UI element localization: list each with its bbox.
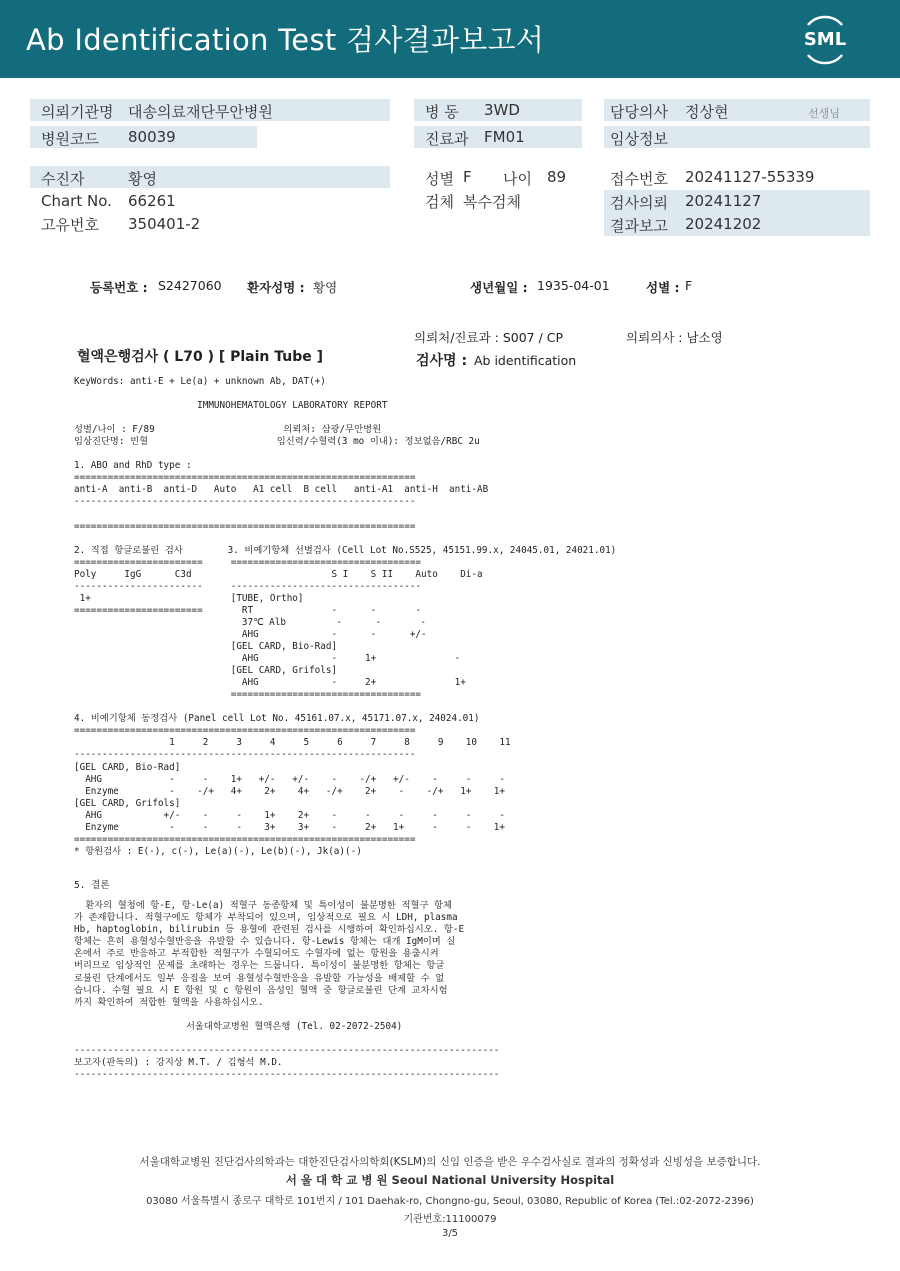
- dob-label: 생년월일 :: [470, 280, 528, 295]
- conclusion-body: 환자의 혈청에 항-E, 항-Le(a) 적혈구 동종항체 및 특이성이 불분명한 적혈구 항체 가 존재합니다. 적혈구에도 항체가 부착되어 있으며, 임상적으로 필요 시 LDH, plasma Hb, haptoglobin, bilirubin 등 용혈에 관련된 검사를 시행하여 확인하십시오. 항-E 항체는 흔히 용혈성수혈반응을 유발할 수 있습니다. 항-Lewis 항체는 대개 IgM이며 실 온에서 주로 반응하고 부적합한 적혈구가 수혈되어도 수혈자에 없는 항원을 용출시켜 버리므로 임상적인 문제를 초래하는 경우는 드뭅니다. 특이성이 불분명한 항체는 항글 로불린 단계에서도 일부 응집을 보여 용혈성수혈반응을 유발할 가능성을 배제할 수 없 습니다. 수혈 필요 시 E 항원 및 c 항원이 음성인 혈액 중 항글로불린 단계 교차시험 까지 확인하여 적합한 혈액을 사용하십시오. 서울대학교병원 혈액은행 (Tel. 02-2072-2504) ---------------------------------------------------------------------------- 보고자(판독의) : 강지상 M.T. / 김형석 M.D. ----------------------------------------------------------------------------: [74, 900, 500, 1081]
- lab-report-body: KeyWords: anti-E + Le(a) + unknown Ab, DAT(+) IMMUNOHEMATOLOGY LABORATORY REPORT 성별/나이 : F/89 의뢰처: 삼광/무안병원 임상진단명: 빈혈 임신력/수혈력(3 mo 이내): 정보없음/RBC 2u 1. ABO and RhD type : ============================================================= anti-A anti-B anti-D Auto A1 cell B cell anti-A1 anti-H anti-AB ------------------------------------------------------------- ============================================================= 2. 직접 항글로불린 검사 3. 비예기항체 선별검사 (Cell Lot No.S525, 45151.99.x, 24045.01, 24021.01) ======================= ================================== Poly IgG C3d S I S II Auto Di-a ----------------------- ---------------------------------- 1+ [TUBE, Ortho] ======================= RT - - - 37℃ Alb - - - AHG - - +/- [GEL CARD, Bio-Rad] AHG - 1+ - [GEL CARD, Grifols] AHG - 2+ 1+ ================================== 4. 비예기항체 동정검사 (Panel cell Lot No. 45161.07.x, 45171.07.x, 24024.01) ============================================================= 1 2 3 4 5 6 7 8 9 10 11 ------------------------------------------------------------- [GEL CARD, Bio-Rad] AHG - - 1+ +/- +/- - -/+ +/- - - - Enzyme - -/+ 4+ 2+ 4+ -/+ 2+ - -/+ 1+ 1+ [GEL CARD, Grifols] AHG +/- - - 1+ 2+ - - - - - - Enzyme - - - 3+ 3+ - 2+ 1+ - - 1+ ============================================================= * 항원검사 : E(-), c(-), Le(a)(-), Le(b)(-), Jk(a)(-): [74, 376, 617, 857]
- reg-no-label: 등록번호 :: [90, 280, 148, 295]
- unique-id-value: 350401-2: [128, 215, 201, 233]
- clinical-info-label: 임상정보: [610, 130, 668, 148]
- report-title: Ab Identification Test 검사결과보고서: [26, 23, 545, 57]
- hospital-code-value: 80039: [128, 128, 176, 146]
- patient-name-label: 환자성명 :: [247, 280, 305, 295]
- unique-id-label: 고유번호: [41, 216, 99, 234]
- test-name-label: 검사명 :: [416, 353, 468, 369]
- patient-name-value: 황영: [313, 280, 338, 295]
- ward-value: 3WD: [484, 101, 520, 119]
- sex-value: F: [463, 168, 472, 186]
- age-value: 89: [547, 168, 567, 186]
- age-label: 나이: [503, 170, 532, 188]
- chart-no-value: 66261: [128, 192, 176, 210]
- test-name-value: Ab identification: [474, 353, 577, 368]
- footer-certification: 서울대학교병원 진단검사의학과는 대한진단검사의학회(KSLM)의 신임 인증을 받은 우수검사실로 결과의 정확성과 신빙성을 보증합니다.: [139, 1156, 761, 1168]
- specimen-label: 검체: [425, 193, 454, 211]
- receipt-no-value: 20241127-55339: [685, 168, 815, 186]
- patient-label: 수진자: [41, 170, 85, 188]
- report-date-label: 결과보고: [610, 217, 668, 235]
- institution-value: 대송의료재단무안병원: [128, 103, 273, 121]
- dept-label: 진료과: [425, 130, 469, 148]
- doctor-value: 정상현: [685, 103, 729, 121]
- patient-value: 황영: [128, 170, 157, 188]
- request-date-label: 검사의뢰: [610, 194, 668, 212]
- sex-label: 성별: [425, 170, 454, 188]
- chart-no-label: Chart No.: [41, 192, 112, 210]
- sub-sex-value: F: [685, 278, 693, 293]
- conclusion-heading: 5. 결론: [74, 880, 110, 891]
- test-title: 혈액은행검사 ( L70 ) [ Plain Tube ]: [77, 349, 324, 365]
- sub-sex-label: 성별 :: [646, 280, 680, 295]
- requesting-doctor: 의뢰의사 : 남소영: [626, 330, 723, 345]
- footer-institution-no: 기관번호:11100079: [403, 1214, 497, 1225]
- receipt-no-label: 접수번호: [610, 170, 668, 188]
- reg-no-value: S2427060: [158, 278, 222, 293]
- footer-hospital-name: 서 울 대 학 교 병 원 Seoul National University Hospital: [285, 1173, 615, 1187]
- page-number: 3/5: [441, 1228, 459, 1239]
- logo-text: SML: [803, 29, 847, 50]
- request-date-value: 20241127: [685, 192, 762, 210]
- institution-label: 의뢰기관명: [41, 103, 114, 121]
- ward-label: 병 동: [425, 103, 459, 121]
- dob-value: 1935-04-01: [537, 278, 610, 293]
- specimen-value: 복수검체: [463, 193, 521, 211]
- header-bar: [0, 0, 900, 78]
- sml-logo: [796, 13, 854, 67]
- requester-dept: 의뢰처/진료과 : S007 / CP: [414, 330, 564, 345]
- doctor-label: 담당의사: [610, 103, 668, 121]
- doctor-suffix: 선생님: [808, 107, 840, 120]
- footer-address: 03080 서울특별시 종로구 대학로 101번지 / 101 Daehak-ro, Chongno-gu, Seoul, 03080, Republic of Korea (Tel.:02-2072-2396): [146, 1196, 754, 1207]
- report-date-value: 20241202: [685, 215, 762, 233]
- hospital-code-label: 병원코드: [41, 130, 99, 148]
- dept-value: FM01: [484, 128, 525, 146]
